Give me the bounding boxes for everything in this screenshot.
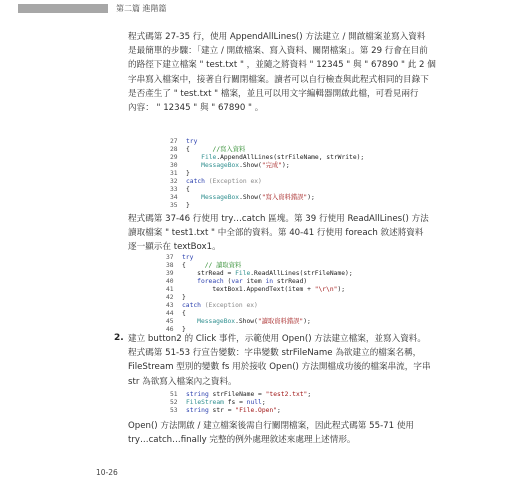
code-text: textBox1.AppendText(item + "\r\n");: [182, 286, 346, 294]
text-line: 讀取檔案 " test1.txt " 中全部的資料。第 40-41 行使用 foreach 敘述將資料: [128, 228, 424, 239]
code-text: try: [182, 254, 194, 261]
line-number: 39: [166, 270, 174, 278]
code-line: [170, 146, 364, 154]
section-header: 第二篇 進階篇: [116, 4, 167, 13]
text-line: 程式碼第 27-35 行，使用 AppendAllLines() 方法建立 / 開啟檔案並寫入資料: [128, 32, 426, 42]
code-text: {: [186, 186, 190, 194]
text-line: 字串寫入檔案中，接著自行關閉檔案。讀者可以自行檢查與此程式相同的目錄下: [128, 74, 429, 85]
text-line: 建立 button2 的 Click 事件，示範使用 Open() 方法建立檔案，並寫入資料。: [128, 334, 426, 344]
text-line: try…catch…finally 完整的例外處理敘述來處理上述情形。: [128, 435, 356, 446]
line-number: 31: [170, 170, 178, 178]
line-number: 27: [170, 138, 178, 145]
header-bar: [18, 4, 108, 13]
code-line: [166, 270, 353, 278]
list-marker: 2.: [114, 333, 124, 343]
text-line: 內容： " 12345 " 與 " 67890 " 。: [128, 103, 264, 114]
line-number: 30: [170, 162, 178, 170]
code-text: { //寫入資料: [186, 146, 246, 154]
code-text: MessageBox.Show("完成");: [201, 162, 290, 170]
code-line: [170, 399, 311, 407]
code-line: [170, 194, 364, 202]
code-text: strRead = File.ReadAllLines(strFileName);: [182, 270, 353, 278]
paragraph-readalllines: [128, 212, 429, 255]
line-number: 32: [170, 178, 178, 186]
text-line: 逐一顯示在 textBox1。: [128, 242, 221, 253]
line-number: 38: [166, 262, 174, 270]
code-line: [170, 178, 364, 186]
line-number: 35: [170, 202, 178, 210]
code-block-write: [170, 138, 364, 210]
line-number: 33: [170, 186, 178, 194]
line-number: 45: [166, 318, 174, 326]
code-text: foreach (var item in strRead): [197, 278, 308, 286]
text-line: 程式碼第 51-53 行宣告變數：字串變數 strFileName 為欲建立的檔案名稱，: [128, 348, 422, 359]
code-text: }: [182, 326, 186, 334]
paragraph-appendalllines: [128, 30, 436, 115]
code-line: [166, 302, 353, 310]
line-number: 52: [170, 399, 178, 407]
line-number: 34: [170, 194, 178, 202]
code-text: { // 讀取資料: [182, 262, 242, 270]
code-text: {: [182, 310, 186, 318]
line-number: 43: [166, 302, 174, 310]
code-text: File.AppendAllLines(strFileName, strWrite);: [201, 154, 365, 162]
code-line: [166, 278, 353, 286]
page-number: 10-26: [96, 468, 118, 477]
code-line: [170, 162, 364, 170]
code-text: catch (Exception ex): [186, 178, 262, 186]
line-number: 28: [170, 146, 178, 154]
code-text: }: [182, 294, 186, 302]
text-line: Open() 方法開啟 / 建立檔案後需自行關閉檔案，因此程式碼第 55-71 使用: [128, 421, 415, 431]
code-text: FileStream fs = null;: [186, 399, 266, 407]
line-number: 42: [166, 294, 174, 302]
code-line: [166, 262, 353, 270]
line-number: 44: [166, 310, 174, 318]
code-line: [170, 202, 364, 210]
code-line: [170, 138, 364, 146]
line-number: 53: [170, 407, 178, 415]
code-block-declare: [170, 391, 311, 415]
line-number: 29: [170, 154, 178, 162]
code-text: }: [186, 170, 190, 178]
line-number: 41: [166, 286, 174, 294]
code-text: catch (Exception ex): [182, 302, 258, 310]
text-line: 程式碼第 37-46 行使用 try…catch 區塊。第 39 行使用 ReadAllLines() 方法: [128, 214, 429, 224]
code-line: [166, 318, 353, 326]
line-number: 37: [166, 254, 174, 261]
code-line: [170, 391, 311, 399]
code-line: [166, 294, 353, 302]
line-number: 51: [170, 391, 178, 398]
code-text: try: [186, 138, 198, 145]
paragraph-try-finally: [128, 419, 414, 447]
code-line: [170, 170, 364, 178]
code-block-read: [166, 254, 353, 334]
line-number: 40: [166, 278, 174, 286]
code-line: [170, 407, 311, 415]
text-line: str 為欲寫入檔案內之資料。: [128, 376, 237, 387]
text-line: 是最簡單的步驟：「建立 / 開啟檔案、寫入資料、關閉檔案」。第 29 行會在目前: [128, 46, 428, 57]
code-text: }: [186, 202, 190, 210]
code-line: [166, 254, 353, 262]
code-text: MessageBox.Show("寫入資料錯誤");: [201, 194, 315, 202]
paragraph-open-method: [128, 332, 431, 389]
text-line: FileStream 型別的變數 fs 用於接收 Open() 方法開檔成功後的檔案串流，字串: [128, 362, 431, 373]
code-text: MessageBox.Show("讀取資料錯誤");: [197, 318, 311, 326]
code-text: string str = "File.Open";: [186, 407, 281, 415]
line-number: 46: [166, 326, 174, 334]
text-line: 的路徑下建立檔案 " test.txt " ，並隨之將資料 " 12345 " 與 " 67890 " 此 2 個: [128, 60, 436, 71]
code-line: [170, 154, 364, 162]
text-line: 是否產生了 " test.txt " 檔案，並且可以用文字編輯器開啟此檔，可看見兩行: [128, 88, 419, 99]
code-text: string strFileName = "test2.txt";: [186, 391, 312, 398]
code-line: [166, 286, 353, 294]
